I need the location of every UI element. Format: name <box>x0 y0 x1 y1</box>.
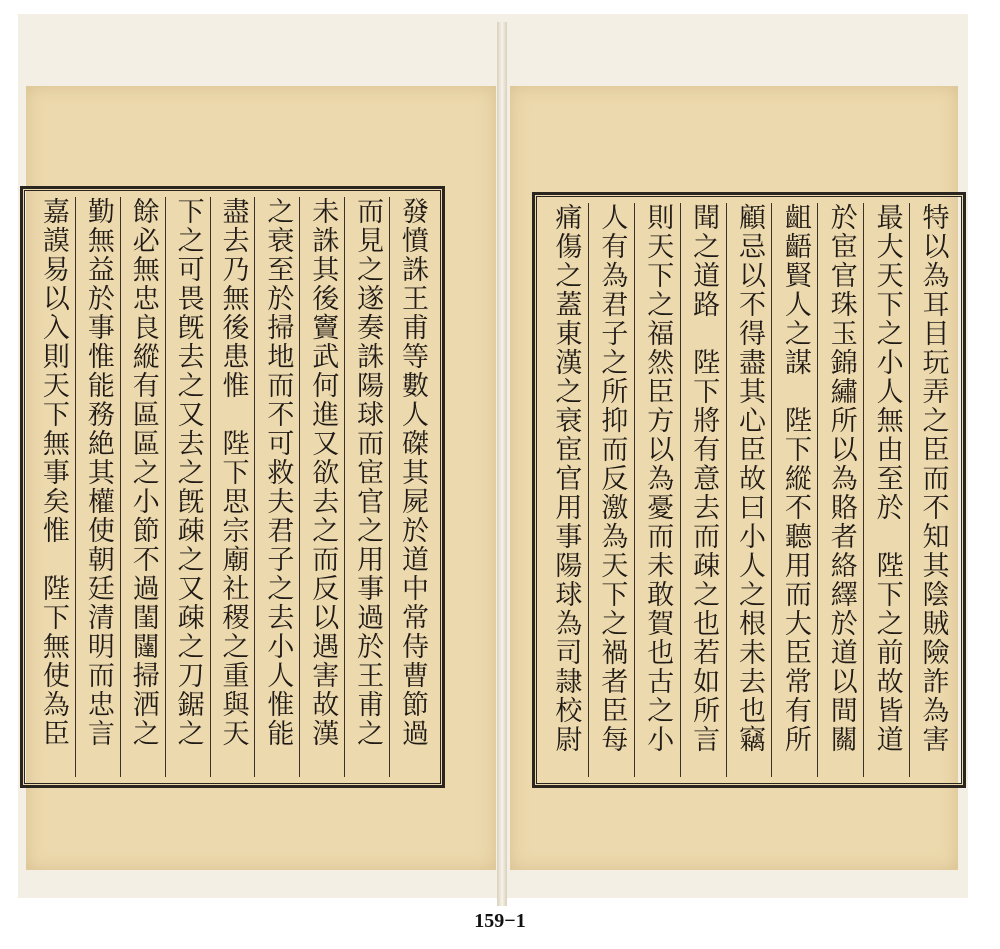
text-column <box>771 203 817 777</box>
text-column <box>389 197 434 777</box>
text-column <box>254 197 299 777</box>
column-text: 聞之道路 陛下將有意去而疎之也若如所言 <box>688 203 720 754</box>
page-number: 159−1 <box>474 910 526 932</box>
text-column <box>726 203 772 777</box>
column-text: 特以為耳目玩弄之臣而不知其陰賊險詐為害 <box>917 203 949 754</box>
column-text: 發憤誅王甫等數人磔其屍於道中常侍曹節過 <box>397 197 429 748</box>
left-text-columns <box>31 197 434 777</box>
right-text-columns <box>543 203 955 777</box>
text-column <box>863 203 909 777</box>
text-column <box>909 203 955 777</box>
text-column <box>680 203 726 777</box>
right-text-frame <box>532 192 966 788</box>
column-text: 之衰至於掃地而不可救夫君子之去小人惟能 <box>262 197 294 748</box>
text-column <box>817 203 863 777</box>
column-text: 而見之遂奏誅陽球而宦官之用事過於王甫之 <box>352 197 384 748</box>
text-column <box>75 197 120 777</box>
column-text: 嘉謨易以入則天下無事矣惟 陛下無使為臣 <box>37 197 69 748</box>
column-text: 勤無益於事惟能務絶其權使朝廷清明而忠言 <box>82 197 114 748</box>
column-text: 顧忌以不得盡其心臣故曰小人之根未去也竊 <box>733 203 765 754</box>
book-gutter <box>497 22 507 906</box>
text-column <box>543 203 588 777</box>
column-text: 則天下之福然臣方以為憂而未敢賀也古之小 <box>642 203 674 754</box>
column-text: 未誅其後竇武何進又欲去之而反以遇害故漢 <box>307 197 339 748</box>
column-text: 餘必無忠良縱有區區之小節不過閨闥掃洒之 <box>127 197 159 748</box>
column-text: 盡去乃無後患惟 陛下思宗廟社稷之重與天 <box>217 197 249 748</box>
text-column <box>165 197 210 777</box>
column-text: 最大天下之小人無由至於 陛下之前故皆道 <box>871 203 903 754</box>
text-column <box>588 203 634 777</box>
text-column <box>344 197 389 777</box>
text-column <box>120 197 165 777</box>
text-column <box>31 197 75 777</box>
column-text: 痛傷之蓋東漢之衰宦官用事陽球為司隷校尉 <box>550 203 582 754</box>
left-text-frame <box>20 186 445 788</box>
column-text: 齟齬賢人之謀 陛下縱不聽用而大臣常有所 <box>779 203 811 754</box>
column-text: 下之可畏旣去之又去之旣疎之又疎之刀鋸之 <box>172 197 204 748</box>
text-column <box>634 203 680 777</box>
column-text: 於宦官珠玉錦繡所以為賂者絡繹於道以間關 <box>825 203 857 754</box>
column-text: 人有為君子之所抑而反激為天下之禍者臣每 <box>596 203 628 754</box>
text-column <box>299 197 344 777</box>
text-column <box>210 197 255 777</box>
